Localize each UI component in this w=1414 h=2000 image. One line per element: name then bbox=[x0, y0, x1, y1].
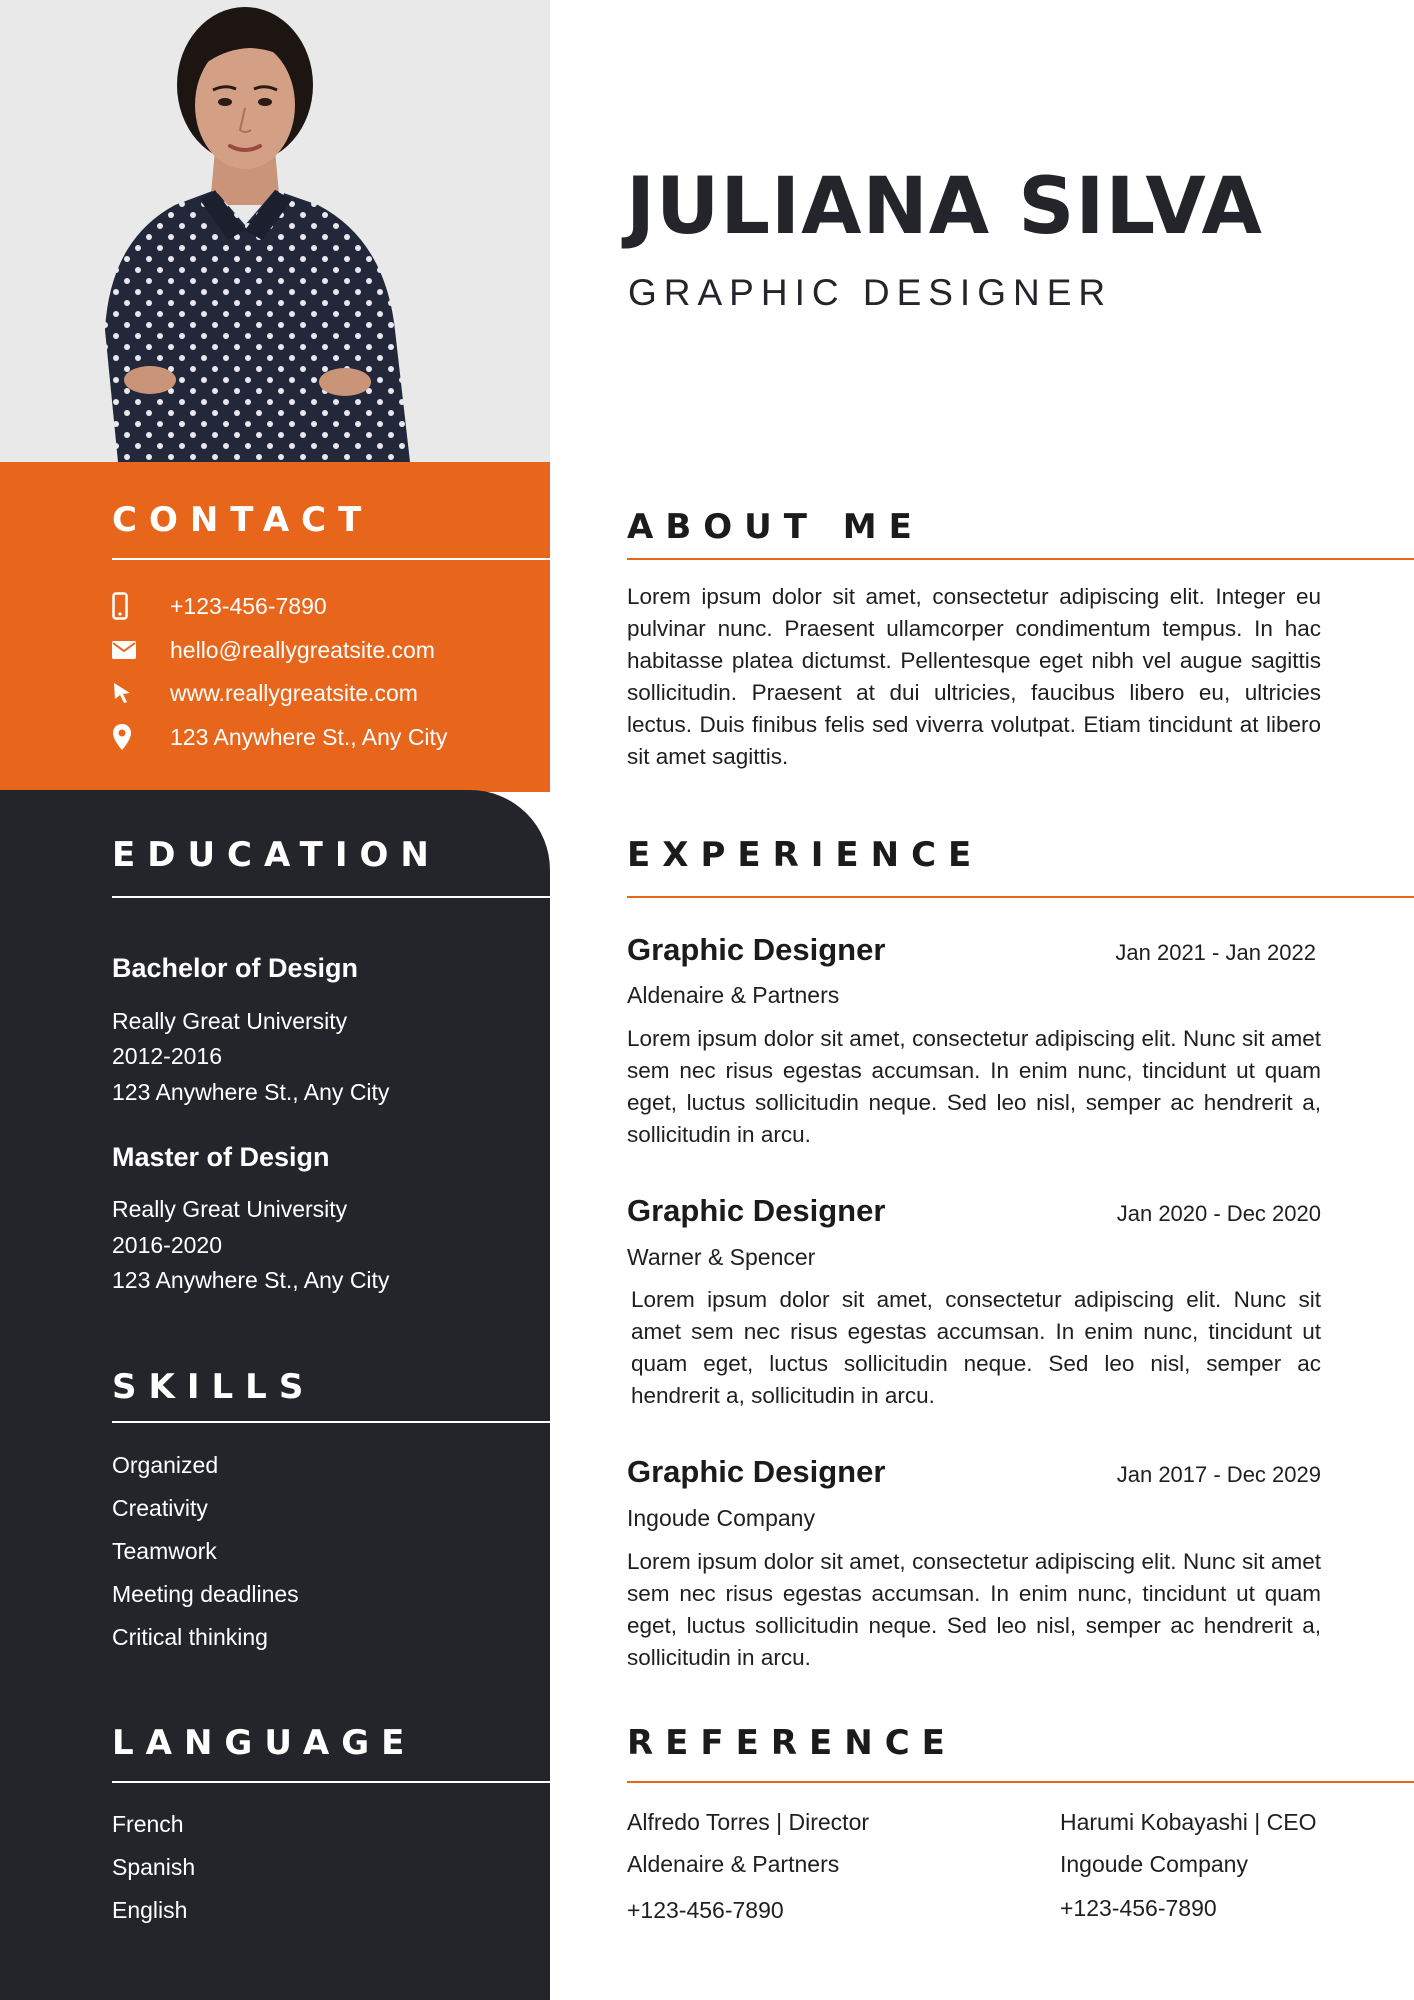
experience-dates: Jan 2021 - Jan 2022 bbox=[1115, 940, 1316, 965]
contact-email bbox=[112, 635, 435, 665]
education-address: 123 Anywhere St., Any City bbox=[112, 1079, 390, 1105]
about-divider bbox=[627, 558, 1414, 560]
experience-dates: Jan 2017 - Dec 2029 bbox=[1116, 1462, 1321, 1487]
education-degree: Master of Design bbox=[112, 1142, 330, 1172]
contact-phone-text[interactable]: +123-456-7890 bbox=[170, 592, 327, 619]
skill-item: Meeting deadlines bbox=[112, 1581, 299, 1607]
language-divider bbox=[112, 1781, 550, 1783]
contact-website bbox=[112, 678, 418, 708]
contact-email-text[interactable]: hello@reallygreatsite.com bbox=[170, 636, 435, 663]
experience-description: Lorem ipsum dolor sit amet, consectetur adipiscing elit. Nunc sit amet sem nec risus egestas accumsan. In enim nunc, tincidunt ut quam eget, luctus sollicitudin neque. Sed leo nisl, semper ac hendrerit a, sollicitudin in arcu. bbox=[627, 1026, 1321, 1147]
experience-company: Aldenaire & Partners bbox=[627, 982, 840, 1008]
experience-company: Ingoude Company bbox=[627, 1505, 815, 1531]
contact-phone bbox=[112, 591, 327, 621]
full-name: JULIANA SILVA bbox=[626, 162, 1263, 252]
about-heading: ABOUT ME bbox=[627, 507, 924, 547]
education-school: Really Great University bbox=[112, 1008, 348, 1034]
skills-divider bbox=[112, 1421, 550, 1423]
reference-name: Alfredo Torres | Director bbox=[627, 1809, 870, 1835]
skill-item: Creativity bbox=[112, 1495, 208, 1521]
education-heading: EDUCATION bbox=[112, 835, 441, 875]
experience-dates: Jan 2020 - Dec 2020 bbox=[1116, 1201, 1321, 1226]
reference-name: Harumi Kobayashi | CEO bbox=[1060, 1809, 1317, 1835]
experience-title: Graphic Designer bbox=[627, 1454, 886, 1489]
mail-icon bbox=[112, 636, 138, 664]
education-degree: Bachelor of Design bbox=[112, 953, 359, 983]
reference-phone[interactable]: +123-456-7890 bbox=[1060, 1895, 1217, 1921]
skill-item: Teamwork bbox=[112, 1538, 217, 1564]
reference-heading: REFERENCE bbox=[627, 1723, 957, 1763]
experience-title: Graphic Designer bbox=[627, 1193, 886, 1228]
sidebar bbox=[0, 0, 550, 2000]
cursor-icon bbox=[112, 679, 138, 707]
contact-address-text: 123 Anywhere St., Any City bbox=[170, 723, 448, 750]
language-item: French bbox=[112, 1811, 184, 1837]
contact-website-text[interactable]: www.reallygreatsite.com bbox=[170, 679, 418, 706]
experience-divider bbox=[627, 896, 1414, 898]
education-years: 2016-2020 bbox=[112, 1232, 222, 1258]
reference-divider bbox=[627, 1781, 1414, 1783]
language-item: Spanish bbox=[112, 1854, 196, 1880]
experience-title: Graphic Designer bbox=[627, 932, 886, 967]
education-divider bbox=[112, 896, 550, 898]
phone-icon bbox=[112, 592, 138, 620]
education-years: 2012-2016 bbox=[112, 1043, 222, 1069]
contact-divider bbox=[112, 558, 550, 560]
contact-address bbox=[112, 722, 447, 752]
reference-phone[interactable]: +123-456-7890 bbox=[627, 1897, 784, 1923]
contact-heading: CONTACT bbox=[112, 500, 374, 540]
about-text: Lorem ipsum dolor sit amet, consectetur adipiscing elit. Integer eu pulvinar nunc. Praesent ullamcorper condimentum tempus. In hac habitasse platea dictumst. Pellentesque eget nibh vel augue sagittis sollicitudin. Praesent at dui ultricies, faucibus libero eu, ultricies lectus. Duis finibus felis sed viverra volutpat. Etiam tincidunt at libero sit amet sagittis. bbox=[627, 584, 1321, 769]
language-heading: LANGUAGE bbox=[112, 1723, 417, 1763]
language-item: English bbox=[112, 1897, 188, 1923]
skills-heading: SKILLS bbox=[112, 1367, 316, 1407]
education-address: 123 Anywhere St., Any City bbox=[112, 1267, 390, 1293]
experience-heading: EXPERIENCE bbox=[627, 835, 984, 875]
experience-company: Warner & Spencer bbox=[627, 1244, 816, 1270]
job-title: GRAPHIC DESIGNER bbox=[628, 272, 1113, 313]
education-school: Really Great University bbox=[112, 1196, 348, 1222]
reference-company: Ingoude Company bbox=[1060, 1851, 1248, 1877]
skill-item: Critical thinking bbox=[112, 1624, 268, 1650]
experience-description: Lorem ipsum dolor sit amet, consectetur adipiscing elit. Nunc sit amet sem nec risus egestas accumsan. In enim nunc, tincidunt ut quam eget, luctus sollicitudin neque. Sed leo nisl, semper ac hendrerit a, sollicitudin in arcu. bbox=[627, 1549, 1321, 1670]
experience-description: Lorem ipsum dolor sit amet, consectetur adipiscing elit. Nunc sit amet sem nec risus egestas accumsan. In enim nunc, tincidunt ut quam eget, luctus sollicitudin neque. Sed leo nisl, semper ac hendrerit a, sollicitudin in arcu. bbox=[631, 1287, 1321, 1408]
skill-item: Organized bbox=[112, 1452, 219, 1478]
profile-photo bbox=[0, 0, 550, 462]
location-pin-icon bbox=[112, 723, 138, 751]
reference-company: Aldenaire & Partners bbox=[627, 1851, 840, 1877]
